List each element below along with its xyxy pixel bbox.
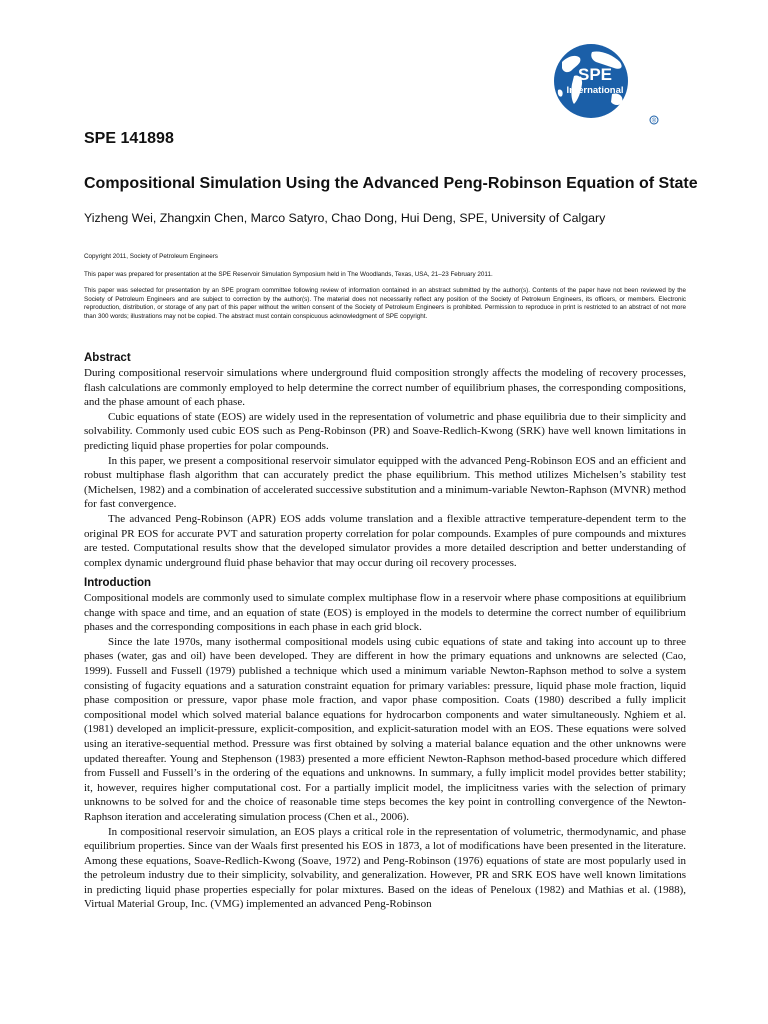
- logo-international-text: International: [566, 85, 624, 96]
- introduction-body: [84, 591, 686, 912]
- logo-spe-text: SPE: [577, 65, 613, 84]
- abstract-paragraph: In this paper, we present a compositional reservoir simulator equipped with the advanced Peng-Robinson EOS and an efficient and robust multiphase flash algorithm that can accurately predict the phase equilibrium. This method utilizes Michelsen’s stability test (Michelsen, 1982) and a combination of accelerated successive substitution and a minimum-variable Newton-Raphson (MVNR) method for fast convergence.: [84, 454, 686, 511]
- globe-icon: [528, 40, 662, 128]
- selection-disclaimer: This paper was selected for presentation by an SPE program committee following review of information contained in an abstract submitted by the author(s). Contents of the paper have not been reviewed by the Society of Petroleum Engineers and are subject to correction by the author(s). The material does not necessarily reflect any position of the Society of Petroleum Engineers, its officers, or members. Electronic reproduction, distribution, or storage of any part of this paper without the written consent of the Society of Petroleum Engineers is prohibited. Permission to reproduce in print is restricted to an abstract of not more than 300 words; illustrations may not be copied. The abstract must contain conspicuous acknowledgment of SPE copyright.: [84, 287, 686, 320]
- introduction-heading: Introduction: [84, 577, 152, 589]
- author-list: Yizheng Wei, Zhangxin Chen, Marco Satyro, Chao Dong, Hui Deng, SPE, University of Calgary: [84, 211, 606, 225]
- abstract-paragraph: Cubic equations of state (EOS) are widely used in the representation of volumetric and phase equilibria due to their simplicity and solvability. Commonly used cubic EOS such as Peng-Robinson (PR) and Soave-Redlich-Kwong (SRK) have well known limitations in predicting liquid phase properties for polar compounds.: [84, 410, 686, 452]
- copyright-notice: Copyright 2011, Society of Petroleum Engineers: [84, 253, 218, 260]
- introduction-paragraph: Compositional models are commonly used to simulate complex multiphase flow in a reservoir where phase compositions at equilibrium change with space and time, and an equation of state (EOS) is employed in the models to determine the correct number of equilibrium phases and the corresponding compositions in each phase in each grid block.: [84, 592, 686, 634]
- abstract-paragraph: During compositional reservoir simulations where underground fluid composition strongly affects the modeling of recovery processes, flash calculations are commonly employed to help determine the correct number of equilibrium phases, the corresponding compositions, and the phase amount of each phase.: [84, 367, 686, 409]
- introduction-paragraph: Since the late 1970s, many isothermal compositional models using cubic equations of state and taking into account up to three phases (water, gas and oil) have been developed. They are different in how the primary equations and unknowns are selected (Cao, 1999). Fussell and Fussell (1979) published a technique which used a minimum variable Newton-Raphson method to solve a system consisting of fugacity equations and a saturation constraint equation for primary variables: pressure, liquid phase mole fraction, liquid phase composition or pressure, vapor phase mole fraction, and vapor phase composition. Coats (1980) described a fully implicit compositional model which solved material balance equations for hydrocarbon components and water simultaneously. Nghiem et al. (1981) developed an implicit-pressure, explicit-composition, and explicit-saturation model with an EOS. These equations were solved using an iterative-sequential method. Pressure was first obtained by solving a material balance equation and the other unknowns were updated thereafter. Young and Stephenson (1983) presented a more efficient Newton-Raphson method-based procedure which differed from Fussell and Fussell’s in the ordering of the equations and unknowns. In summary, a fully implicit model provides better stability; it, however, requires higher computational cost. For a partially implicit model, the implicitness varies with the selection of primary unknowns to be solved for and the choice of reasonable time steps becomes the key point in controlling convergence of the Newton-Raphson iteration and accelerating simulation process (Chen et al., 2006).: [84, 635, 686, 823]
- abstract-body: [84, 366, 686, 570]
- paper-title: Compositional Simulation Using the Advanced Peng-Robinson Equation of State: [84, 175, 698, 192]
- paper-id: SPE 141898: [84, 130, 174, 147]
- abstract-paragraph: The advanced Peng-Robinson (APR) EOS adds volume translation and a flexible attractive temperature-dependent term to the original PR EOS for accurate PVT and saturation property correlation for polar compounds. Examples of pure compounds and mixtures are tested. Computational results show that the developed simulator provides a more detailed description and better understanding of complex dynamic underground fluid phase behavior that may occur during oil recovery processes.: [84, 512, 686, 569]
- introduction-paragraph: In compositional reservoir simulation, an EOS plays a critical role in the representation of volumetric, thermodynamic, and phase equilibrium properties. Since van der Waals first presented his EOS in 1873, a lot of modifications have been presented in the literature. Among these equations, Soave-Redlich-Kwong (Soave, 1972) and Peng-Robinson (1976) equations of state are most popularly used in the petroleum industry due to their simplicity, solvability, and generalization. However, PR and SRK EOS have well known limitations in predicting liquid phase properties especially for polar mixtures. Based on the ideas of Peneloux (1982) and Mathias et al. (1988), Virtual Material Group, Inc. (VMG) implemented an advanced Peng-Robinson: [84, 825, 686, 911]
- registered-mark: ®: [651, 118, 657, 125]
- abstract-heading: Abstract: [84, 352, 131, 364]
- presentation-notice: This paper was prepared for presentation at the SPE Reservoir Simulation Symposium held in The Woodlands, Texas, USA, 21–23 February 2011.: [84, 271, 493, 278]
- spe-international-logo: [528, 40, 662, 128]
